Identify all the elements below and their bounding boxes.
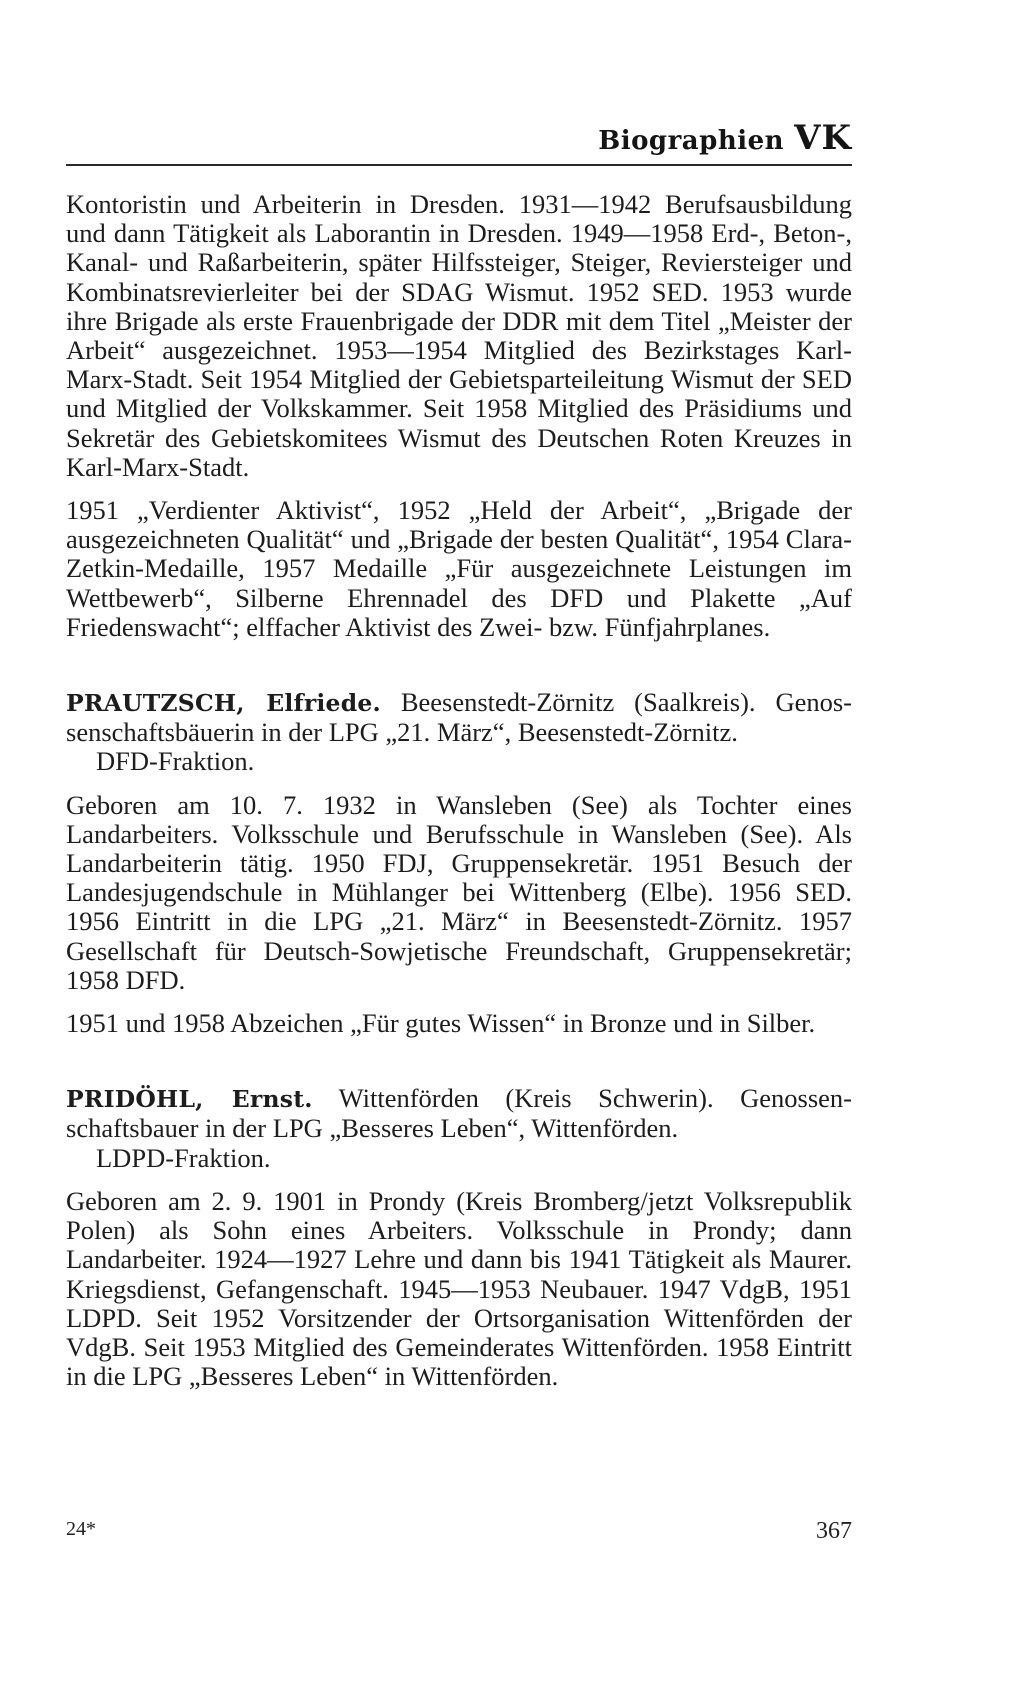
entry-header <box>66 1084 852 1143</box>
awards-paragraph: 1951 „Verdienter Aktivist“, 1952 „Held der Arbeit“, „Brigade der ausgezeichneten Qualität“ und „Brigade der besten Qualität“, 1954 Clara-Zetkin-Medaille, 1957 Medaille „Für ausgezeichnete Leistungen im Wettbewerb“, Silberne Ehrennadel des DFD und Plakette „Auf Friedenswacht“; elffacher Aktivist des Zwei- bzw. Fünfjahrplanes. <box>66 495 852 642</box>
section-title: Biographien <box>598 126 785 156</box>
entry-header <box>66 688 852 747</box>
entry-bio: Geboren am 2. 9. 1901 in Prondy (Kreis Bromberg/jetzt Volksrepublik Polen) als Sohn eines Arbeiters. Volksschule in Prondy; dann Landarbeiter. 1924—1927 Lehre und dann bis 1941 Tätigkeit als Maurer. Kriegsdienst, Gefangenschaft. 1945—1953 Neubauer. 1947 VdgB, 1951 LDPD. Seit 1952 Vorsitzender der Ortsorganisation Wittenförden der VdgB. Seit 1953 Mitglied des Gemeinderates Wittenförden. 1958 Eintritt in die LPG „Besseres Leben“ in Wittenförden. <box>66 1185 852 1392</box>
running-head-title <box>598 118 852 158</box>
running-head <box>66 112 852 166</box>
entry-header-text: Wittenförden (Kreis Schwerin). Genossenschaftsbauer in der LPG „Besseres Leben“, Wittenförden. <box>66 1083 852 1144</box>
entry-fraction: DFD-Fraktion. <box>96 746 255 777</box>
entry-prautzsch <box>66 688 852 1038</box>
page-number: 367 <box>816 1518 852 1544</box>
entry-header-text: Beesenstedt-Zörnitz (Saalkreis). Genossenschaftsbäuerin in der LPG „21. März“, Beesenstedt-Zörnitz. <box>66 687 852 748</box>
body-text <box>66 190 852 1391</box>
entry-bio: Geboren am 10. 7. 1932 in Wansleben (See) als Tochter eines Landarbeiters. Volksschule und Berufsschule in Wansleben (See). Als Landarbeiterin tätig. 1950 FDJ, Gruppensekretär. 1951 Besuch der Landesjugendschule in Mühlanger bei Wittenberg (Elbe). 1956 SED. 1956 Eintritt in die LPG „21. März“ in Beesenstedt-Zörnitz. 1957 Gesellschaft für Deutsch-Sowjetische Freundschaft, Gruppensekretär; 1958 DFD. <box>66 789 852 995</box>
entry-name: PRAUTZSCH, Elfriede. <box>66 689 381 718</box>
entry-awards: 1951 und 1958 Abzeichen „Für gutes Wissen“ in Bronze und in Silber. <box>66 1008 816 1039</box>
volume-marker: VK <box>794 118 852 158</box>
entry-name: PRIDÖHL, Ernst. <box>66 1085 313 1114</box>
career-paragraph: Kontoristin und Arbeiterin in Dresden. 1931—1942 Berufsausbildung und dann Tätigkeit als Laborantin in Dresden. 1949—1958 Erd-, Beton-, Kanal- und Raßarbeiterin, später Hilfssteiger, Steiger, Reviersteiger und Kombinatsrevierleiter bei der SDAG Wismut. 1952 SED. 1953 wurde ihre Brigade als erste Frauenbrigade der DDR mit dem Titel „Meister der Arbeit“ ausgezeichnet. 1953—1954 Mitglied des Bezirkstages Karl-Marx-Stadt. Seit 1954 Mitglied der Gebietsparteileitung Wismut der SED und Mitglied der Volkskammer. Seit 1958 Mitglied des Präsidiums und Sekretär des Gebietskomitees Wismut des Deutschen Roten Kreuzes in Karl-Marx-Stadt. <box>66 189 852 482</box>
entry-pridoehl <box>66 1084 852 1391</box>
entry-fraction: LDPD-Fraktion. <box>96 1142 271 1173</box>
signature-mark: 24* <box>66 1518 96 1540</box>
